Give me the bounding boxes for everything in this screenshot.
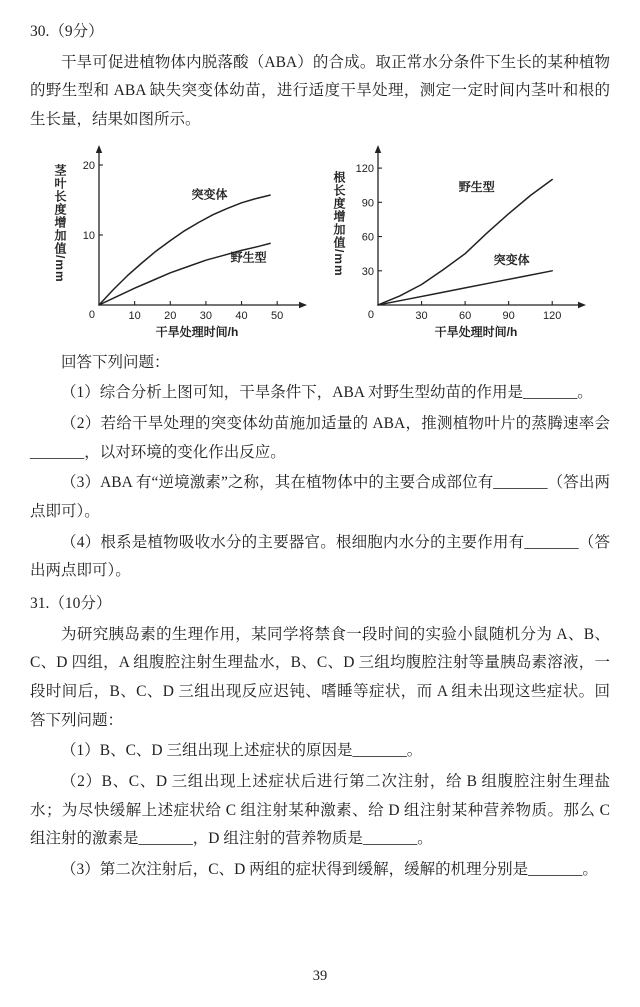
stem-leaf-y-axis-label: 茎叶长度增加值/mm — [53, 164, 67, 284]
y-tick-label: 90 — [361, 197, 374, 210]
y-tick-label: 20 — [82, 159, 95, 172]
page-footer — [30, 956, 610, 995]
y-tick-label: 60 — [361, 231, 374, 244]
x-tick-label: 120 — [543, 309, 562, 322]
x-axis-arrow — [578, 301, 586, 307]
x-tick-label: 60 — [458, 309, 472, 322]
stem-leaf-growth-plot — [69, 143, 309, 345]
question-item: （1）综合分析上图可知，干旱条件下，ABA 对野生型幼苗的作用是_______。 — [61, 384, 593, 402]
root-growth-plot — [348, 143, 588, 345]
y-axis-arrow — [375, 145, 381, 153]
page-number: 39 — [312, 968, 328, 984]
question-31-intro: 为研究胰岛素的生理作用，某同学将禁食一段时间的实验小鼠随机分为 A、B、C、D 四组，A 组腹腔注射生理盐水，B、C、D 三组均腹腔注射等量胰岛素溶液，一段时间后，B、C、D 三组出现反应迟钝、嗜睡等症状，而 A 组未出现这些症状。回答下列问题： — [30, 625, 610, 729]
y-tick-label: 30 — [361, 265, 374, 278]
question-30-header: 30.（9分） — [30, 23, 104, 40]
question-item: （2）B、C、D 三组出现上述症状后进行第二次注射，给 B 组腹腔注射生理盐水；为尽快缓解上述症状给 C 组注射某种激素、给 D 组注射某种营养物质。那么 C 组注射的激素是_______，D 组注射的营养物质是_______。 — [30, 773, 610, 848]
series-label: 突变体 — [493, 252, 530, 267]
chart-root-growth — [331, 143, 588, 345]
x-axis-label: 干旱处理时间/h — [434, 324, 518, 339]
y-axis-arrow — [96, 145, 102, 153]
question-31 — [30, 588, 610, 887]
series-line — [378, 270, 552, 304]
x-tick-label: 30 — [199, 309, 213, 322]
series-line — [378, 179, 552, 305]
question-item: （3）ABA 有“逆境激素”之称，其在植物体中的主要合成部位有_______（答出两点即可）。 — [30, 474, 610, 521]
x-axis-label: 干旱处理时间/h — [155, 324, 239, 339]
origin-label: 0 — [88, 308, 95, 321]
question-item: （3）第二次注射后，C、D 两组的症状得到缓解，缓解的机理分别是_______。 — [61, 861, 598, 879]
question-item: （2）若给干旱处理的突变体幼苗施加适量的 ABA，推测植物叶片的蒸腾速率会_______，以对环境的变化作出反应。 — [30, 415, 610, 461]
question-item: （1）B、C、D 三组出现上述症状的原因是_______。 — [61, 742, 423, 760]
question-30 — [30, 16, 610, 588]
x-tick-label: 20 — [164, 309, 177, 322]
figure-growth-charts — [30, 143, 610, 345]
y-tick-label: 10 — [82, 229, 95, 242]
question-30-intro: 干旱可促进植物体内脱落酸（ABA）的合成。取正常水分条件下生长的某种植物的野生型和 ABA 缺失突变体幼苗，进行适度干旱处理，测定一定时间内茎叶和根的生长量，结果如图所示。 — [30, 53, 610, 129]
question-30-prompt: 回答下列问题： — [61, 353, 170, 371]
question-31-header: 31.（10分） — [30, 595, 112, 613]
root-y-axis-label: 根长度增加值/mm — [332, 170, 346, 277]
series-label: 突变体 — [191, 187, 228, 202]
question-item: （4）根系是植物吸收水分的主要器官。根细胞内水分的主要作用有_______（答出两点即可）。 — [30, 533, 610, 580]
x-tick-label: 30 — [415, 309, 428, 322]
x-tick-label: 90 — [502, 309, 515, 322]
y-tick-label: 120 — [355, 162, 374, 175]
question-30-items — [30, 379, 610, 586]
x-tick-label: 10 — [128, 309, 141, 322]
x-axis-arrow — [299, 301, 307, 307]
origin-label: 0 — [367, 308, 374, 321]
chart-stem-leaf-growth — [52, 143, 309, 345]
x-tick-label: 50 — [271, 309, 284, 322]
x-tick-label: 40 — [235, 309, 248, 322]
question-31-items — [30, 737, 610, 884]
series-label: 野生型 — [230, 250, 267, 265]
series-label: 野生型 — [458, 179, 495, 194]
